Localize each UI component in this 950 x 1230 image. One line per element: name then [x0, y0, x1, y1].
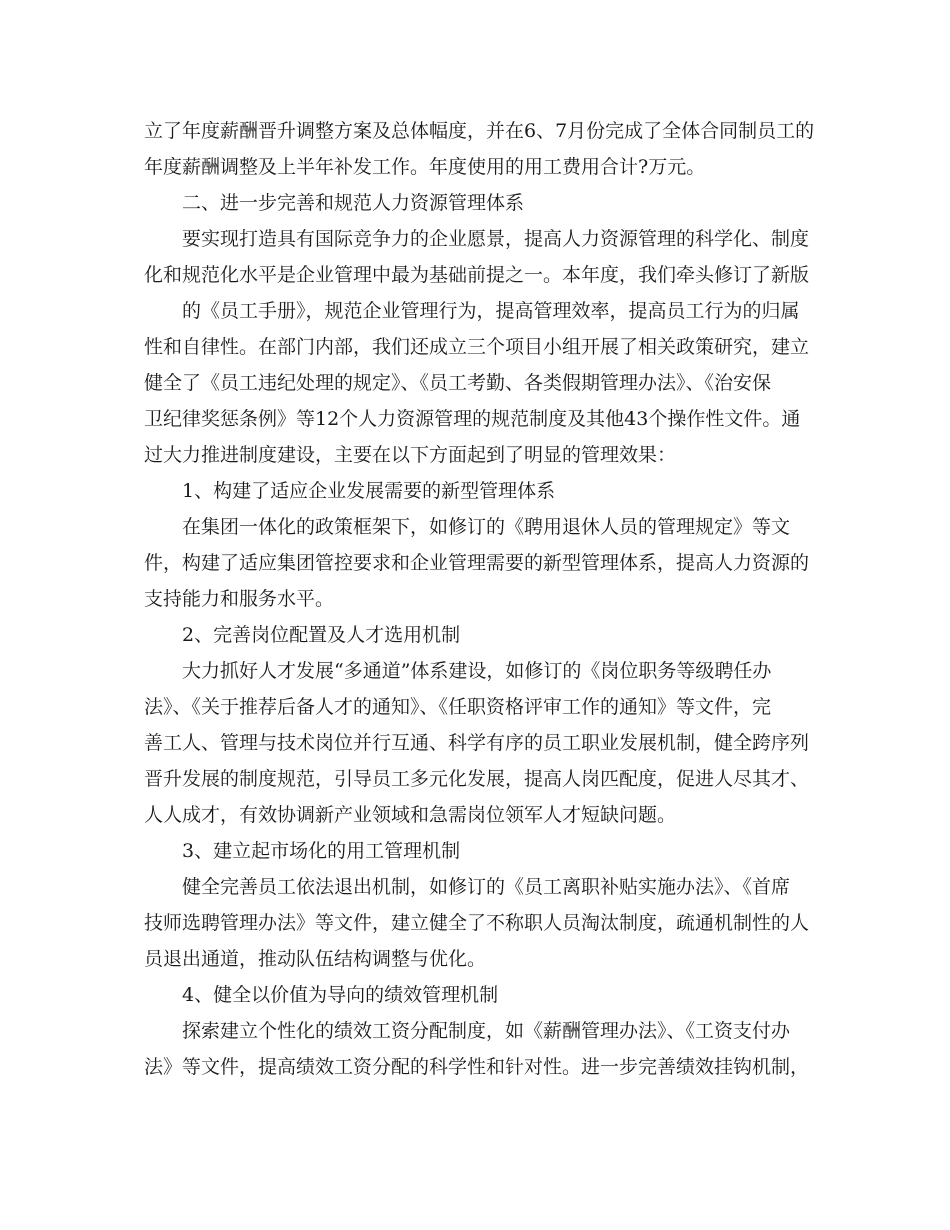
text-line: 要实现打造具有国际竞争力的企业愿景，提高人力资源管理的科学化、制度 [182, 228, 810, 250]
text-line: 件，构建了适应集团管控要求和企业管理需要的新型管理体系，提高人力资源的 [144, 552, 810, 574]
text-line: 健全完善员工依法退出机制，如修订的《员工离职补贴实施办法》、《首席 [182, 876, 791, 898]
subsection-heading: 4、健全以价值为导向的绩效管理机制 [182, 984, 499, 1006]
subsection-heading: 1、构建了适应企业发展需要的新型管理体系 [182, 480, 556, 502]
text-line: 卫纪律奖惩条例》等12个人力资源管理的规范制度及其他43个操作性文件。通 [144, 408, 801, 430]
text-line: 健全了《员工违纪处理的规定》、《员工考勤、各类假期管理办法》、《治安保 [144, 372, 772, 394]
text-line: 支持能力和服务水平。 [144, 588, 335, 610]
text-line: 晋升发展的制度规范，引导员工多元化发展，提高人岗匹配度，促进人尽其才、 [144, 768, 810, 790]
text-line: 在集团一体化的政策框架下，如修订的《聘用退休人员的管理规定》等文 [182, 516, 791, 538]
subsection-heading: 3、建立起市场化的用工管理机制 [182, 840, 461, 862]
text-line: 过大力推进制度建设，主要在以下方面起到了明显的管理效果： [144, 444, 677, 466]
subsection-heading: 2、完善岗位配置及人才选用机制 [182, 624, 461, 646]
text-line: 大力抓好人才发展“多通道”体系建设，如修订的《岗位职务等级聘任办 [182, 660, 772, 682]
text-line: 化和规范化水平是企业管理中最为基础前提之一。本年度，我们牵头修订了新版 [144, 264, 810, 286]
text-line: 年度薪酬调整及上半年补发工作。年度使用的用工费用合计?万元。 [144, 156, 706, 178]
text-line: 法》、《关于推荐后备人才的通知》、《任职资格评审工作的通知》等文件，完 [144, 696, 772, 718]
text-line: 人人成才，有效协调新产业领域和急需岗位领军人才短缺问题。 [144, 804, 677, 826]
text-line: 员退出通道，推动队伍结构调整与优化。 [144, 948, 487, 970]
text-line: 技师选聘管理办法》等文件，建立健全了不称职人员淘汰制度，疏通机制性的人 [144, 912, 810, 934]
text-line: 探索建立个性化的绩效工资分配制度，如《薪酬管理办法》、《工资支付办 [182, 1020, 791, 1042]
section-heading: 二、进一步完善和规范人力资源管理体系 [182, 192, 525, 214]
text-line: 立了年度薪酬晋升调整方案及总体幅度，并在6、7月份完成了全体合同制员工的 [144, 120, 814, 142]
text-line: 性和自律性。在部门内部，我们还成立三个项目小组开展了相关政策研究，建立 [144, 336, 810, 358]
text-line: 善工人、管理与技术岗位并行互通、科学有序的员工职业发展机制，健全跨序列 [144, 732, 810, 754]
text-line: 法》等文件，提高绩效工资分配的科学性和针对性。进一步完善绩效挂钩机制， [144, 1056, 810, 1078]
text-line: 的《员工手册》，规范企业管理行为，提高管理效率，提高员工行为的归属 [182, 300, 800, 322]
